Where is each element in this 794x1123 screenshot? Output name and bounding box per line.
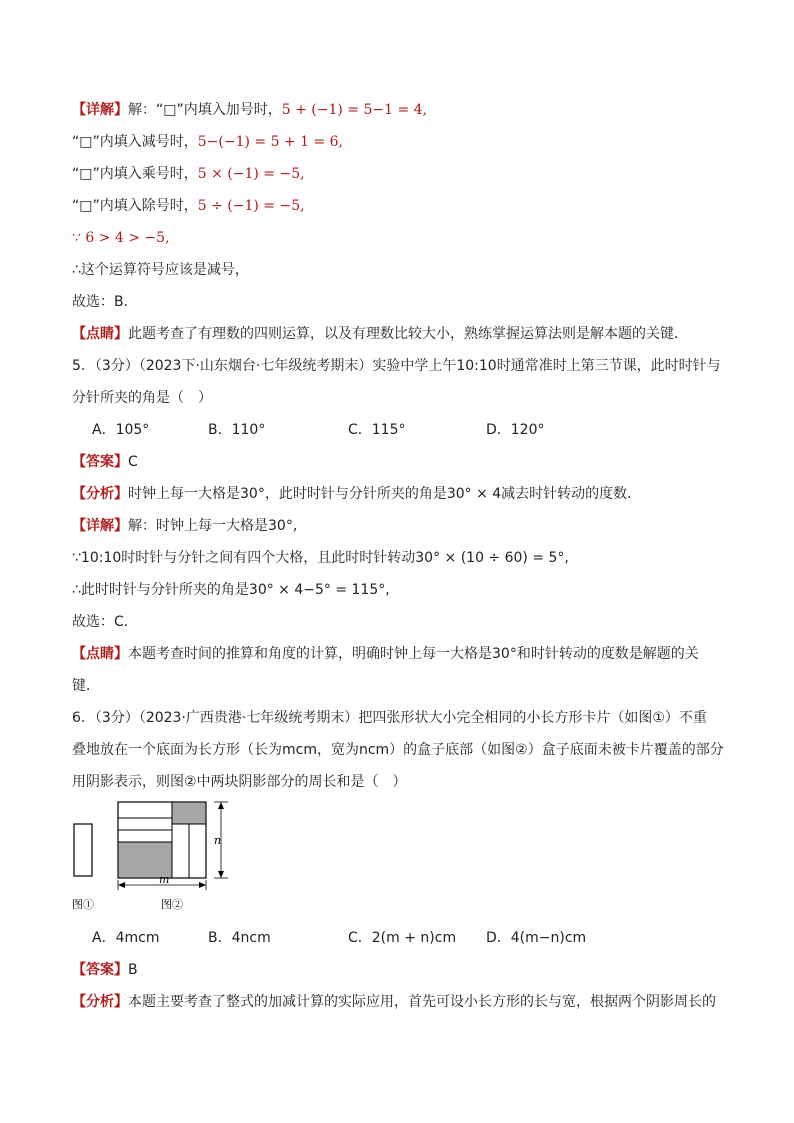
q5-option-a: A．105°	[92, 422, 150, 438]
detail-intro: 解：“□”内填入加号时，	[128, 102, 282, 118]
answer-value: C	[128, 454, 138, 470]
caption-fig1: 图①	[72, 898, 94, 911]
caption-fig2: 图②	[161, 898, 183, 911]
comment-tag: 【点睛】	[72, 646, 128, 662]
fig1-card	[74, 824, 92, 876]
q6-option-c: C．2(m + n)cm	[348, 930, 457, 946]
comment-text: 本题考查时间的推算和角度的计算，明确时钟上每一大格是30°和时针转动的度数是解题的关	[128, 646, 699, 662]
comment-text: 此题考查了有理数的四则运算，以及有理数比较大小，熟练掌握运算法则是解本题的关键．	[128, 326, 688, 342]
label-m: m	[159, 873, 170, 886]
q4-detail-line	[72, 100, 427, 120]
comment-tag: 【点睛】	[72, 326, 128, 342]
answer-tag: 【答案】	[72, 962, 128, 978]
analysis-tag: 【分析】	[72, 994, 128, 1010]
detail-tag: 【详解】	[72, 102, 128, 118]
q4-choose-line	[72, 292, 128, 312]
q5-detail-line-1	[72, 516, 297, 536]
q5-detail-line-3: ∴此时时针与分针所夹的角是30° × 4−5° = 115°,	[72, 582, 390, 598]
q6-analysis-line	[72, 992, 716, 1012]
choose-text: 故选：B.	[72, 294, 129, 310]
analysis-text: 本题主要考查了整式的加减计算的实际应用，首先可设小长方形的长与宽，根据两个阴影周长的	[128, 994, 716, 1010]
q5-comment-line-2: 键．	[72, 678, 100, 694]
q5-option-b: B．110°	[208, 422, 266, 438]
label-n: n	[214, 834, 222, 847]
q5-stem-line-1: 5．（3分）（2023下·山东烟台·七年级统考期末）实验中学上午10:10时通常准时上第三节课，此时时针与	[72, 358, 721, 374]
detail-math: 5 + (−1) = 5−1 = 4,	[281, 102, 427, 118]
subtract-math: 5−(−1) = 5 + 1 = 6,	[197, 134, 343, 150]
divide-math: 5 ÷ (−1) = −5,	[197, 198, 305, 214]
q6-option-d: D．4(m−n)cm	[486, 930, 587, 946]
q5-stem-line-2: 分针所夹的角是（ ）	[72, 390, 212, 406]
analysis-tag: 【分析】	[72, 486, 128, 502]
q6-answer-line	[72, 960, 138, 980]
q5-comment-line-1	[72, 644, 699, 664]
q6-option-b: B．4ncm	[208, 930, 271, 946]
q5-choose-line: 故选：C．	[72, 614, 138, 630]
q4-compare-line: ∵ 6 > 4 > −5,	[72, 230, 170, 246]
shaded-region-top-right	[172, 802, 206, 824]
subtract-text: “□”内填入减号时，	[72, 134, 198, 150]
q4-comment-line	[72, 324, 688, 344]
q5-answer-line	[72, 452, 138, 472]
q4-conclusion-line: ∴这个运算符号应该是减号，	[72, 262, 249, 278]
multiply-text: “□”内填入乘号时，	[72, 166, 198, 182]
answer-value: B	[128, 962, 138, 978]
q6-stem-line-3: 用阴影表示，则图②中两块阴影部分的周长和是（ ）	[72, 774, 407, 790]
detail-text: 解：时钟上每一大格是30°,	[128, 518, 298, 534]
q6-stem-line-1: 6．（3分）（2023·广西贵港·七年级统考期末）把四张形状大小完全相同的小长方形卡片（如图①）不重	[72, 710, 707, 726]
q4-divide-line	[72, 196, 305, 216]
q6-stem-line-2: 叠地放在一个底面为长方形（长为mcm，宽为ncm）的盒子底部（如图②）盒子底面未被卡片覆盖的部分	[72, 742, 724, 758]
q5-option-d: D．120°	[486, 422, 545, 438]
q4-multiply-line	[72, 164, 305, 184]
divide-text: “□”内填入除号时，	[72, 198, 198, 214]
multiply-math: 5 × (−1) = −5,	[197, 166, 305, 182]
answer-tag: 【答案】	[72, 454, 128, 470]
q5-option-c: C．115°	[348, 422, 406, 438]
q6-option-a: A．4mcm	[92, 930, 160, 946]
q5-analysis-line	[72, 484, 641, 504]
q4-subtract-line	[72, 132, 343, 152]
q6-figure	[68, 798, 248, 914]
detail-tag: 【详解】	[72, 518, 128, 534]
q5-detail-line-2: ∵10:10时时针与分针之间有四个大格，且此时时针转动30° × (10 ÷ 60) = 5°,	[72, 550, 569, 566]
analysis-text: 时钟上每一大格是30°，此时时针与分针所夹的角是30° × 4减去时针转动的度数．	[128, 486, 642, 502]
